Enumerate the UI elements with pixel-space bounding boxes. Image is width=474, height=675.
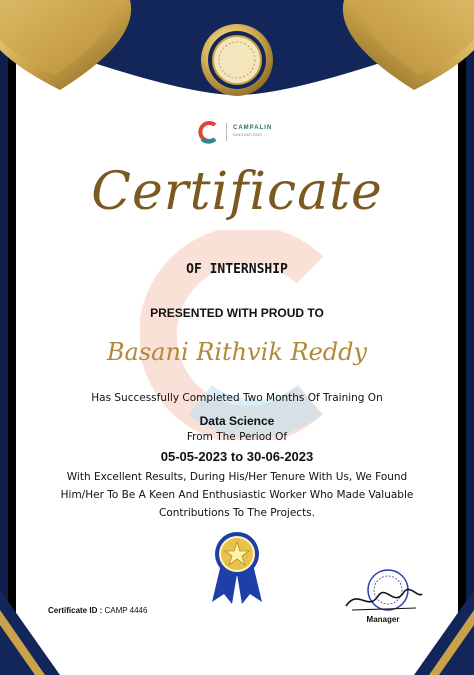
program-name: Data Science <box>199 414 275 428</box>
award-ribbon-icon <box>208 530 266 606</box>
body-line: With Excellent Results, During His/Her Tenure With Us, We Found <box>66 471 408 483</box>
body-line: Him/Her To Be A Keen And Enthusiastic Worker Who Made Valuable <box>60 489 414 501</box>
certificate-subtitle: OF INTERNSHIP <box>186 262 288 277</box>
brand-logo <box>196 120 272 144</box>
gold-seal-icon <box>199 22 275 98</box>
brand-name-text: CAMPALIN <box>233 125 273 131</box>
signature-stamp <box>338 568 424 618</box>
signatory-title: Manager <box>366 615 400 624</box>
certificate-body <box>0 468 474 522</box>
period-dates: 05-05-2023 to 30-06-2023 <box>160 449 314 464</box>
brand-name <box>233 125 272 139</box>
logo-divider <box>226 123 227 141</box>
completion-line: Has Successfully Completed Two Months Of Training On <box>91 392 383 404</box>
period-label: From The Period Of <box>186 431 288 443</box>
presented-line: PRESENTED WITH PROUD TO <box>150 306 324 320</box>
bottom-left-corner <box>0 590 70 675</box>
brand-tagline: INNOVATIONS <box>233 133 263 137</box>
recipient-name: Basani Rithvik Reddy <box>106 338 368 366</box>
certificate-id-label: Certificate ID : <box>48 606 103 615</box>
brand-c-icon <box>196 120 220 144</box>
certificate-title: Certificate <box>91 162 383 222</box>
certificate-id <box>48 606 147 615</box>
certificate-id-value: CAMP 4446 <box>104 606 148 615</box>
body-line: Contributions To The Projects. <box>159 507 315 519</box>
